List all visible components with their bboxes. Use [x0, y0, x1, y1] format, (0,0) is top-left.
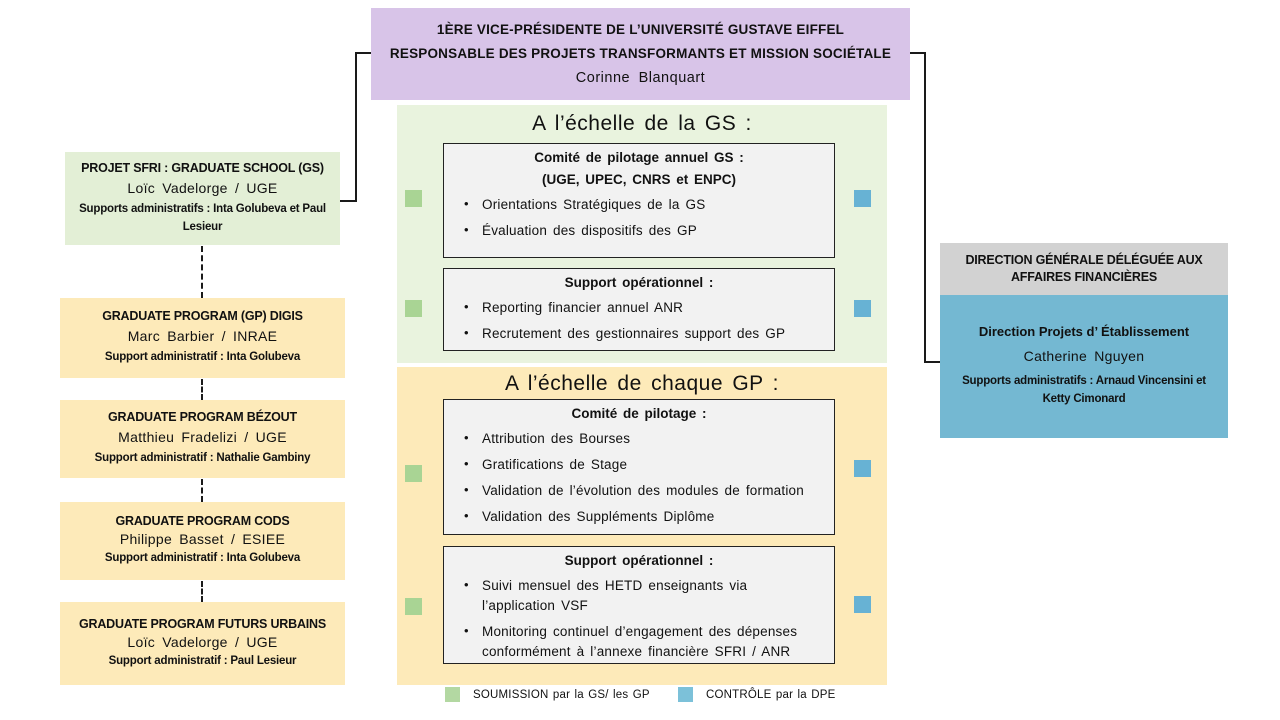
bullet-item: • Validation des Suppléments Diplôme	[458, 507, 822, 527]
controle-marker-icon	[854, 596, 871, 613]
dgd-finance-label: DIRECTION GÉNÉRALE DÉLÉGUÉE AUX AFFAIRES FINANCIÈRES	[965, 253, 1203, 284]
connector-line	[339, 200, 356, 202]
bullet-item: • Gratifications de Stage	[458, 455, 822, 475]
dashed-connector-line	[201, 479, 203, 502]
box-title: Support opérationnel :	[564, 553, 714, 568]
gs-project-title: PROJET SFRI : GRADUATE SCHOOL (GS)	[81, 160, 324, 175]
controle-marker-icon	[854, 300, 871, 317]
legend-controle	[678, 687, 836, 702]
gp-lead: Philippe Basset / ESIEE	[119, 531, 286, 548]
controle-marker-icon	[854, 190, 871, 207]
gs-project-lead: Loïc Vadelorge / UGE	[127, 179, 278, 196]
soumission-marker-icon	[405, 300, 422, 317]
bullet-item: • Validation de l’évolution des modules de formation	[458, 481, 822, 501]
bullet-list	[450, 195, 828, 241]
gp-operational-support-box	[443, 546, 835, 664]
box-title: Support opérationnel :	[564, 275, 714, 290]
legend-soumission-label: SOUMISSION par la GS/ les GP	[473, 688, 650, 701]
soumission-swatch-icon	[445, 687, 460, 702]
gp-title: GRADUATE PROGRAM (GP) DIGIS	[102, 309, 303, 324]
vp-name: Corinne Blanquart	[575, 70, 706, 86]
gp-lead: Matthieu Fradelizi / UGE	[118, 429, 287, 446]
dashed-connector-line	[201, 379, 203, 400]
vp-role-line-1: 1ÈRE VICE-PRÉSIDENTE DE L’UNIVERSITÉ GUSTAVE EIFFEL	[436, 22, 845, 37]
bullet-list	[450, 429, 828, 527]
gp-support: Support administratif : Nathalie Gambiny	[94, 452, 311, 465]
soumission-marker-icon	[405, 190, 422, 207]
bullet-list	[450, 576, 828, 662]
dpe-box	[940, 295, 1228, 438]
bullet-list	[450, 298, 828, 344]
controle-marker-icon	[854, 460, 871, 477]
vice-president-box	[371, 8, 910, 100]
connector-line	[924, 52, 926, 363]
gs-scale-title: A l’échelle de la GS :	[532, 112, 752, 135]
gp-digis-box	[60, 298, 345, 378]
legend-soumission	[445, 687, 650, 702]
connector-line	[355, 52, 357, 202]
soumission-marker-icon	[405, 465, 422, 482]
legend-controle-label: CONTRÔLE par la DPE	[706, 688, 836, 701]
bullet-item: • Évaluation des dispositifs des GP	[458, 221, 822, 241]
dpe-support: Supports administratifs : Arnaud Vincensini et Ketty Cimonard	[962, 375, 1206, 405]
box-subtitle: (UGE, UPEC, CNRS et ENPC)	[541, 172, 737, 187]
gs-steering-committee-box	[443, 143, 835, 258]
gp-cods-box	[60, 502, 345, 580]
gp-support: Support administratif : Inta Golubeva	[104, 351, 301, 364]
bullet-item: • Attribution des Bourses	[458, 429, 822, 449]
gp-lead: Loïc Vadelorge / UGE	[127, 633, 278, 650]
vp-role-line-2: RESPONSABLE DES PROJETS TRANSFORMANTS ET MISSION SOCIÉTALE	[389, 46, 892, 61]
gp-support: Support administratif : Paul Lesieur	[108, 654, 297, 667]
bullet-item: • Reporting financier annuel ANR	[458, 298, 822, 318]
bullet-item: • Recrutement des gestionnaires support des GP	[458, 324, 822, 344]
controle-swatch-icon	[678, 687, 693, 702]
gp-futurs-urbains-box	[60, 602, 345, 685]
dpe-lead: Catherine Nguyen	[1023, 348, 1145, 365]
gp-title: GRADUATE PROGRAM BÉZOUT	[108, 410, 297, 425]
bullet-item: • Monitoring continuel d’engagement des dépenses conformément à l’annexe financière SFRI / ANR	[458, 622, 822, 662]
dashed-connector-line	[201, 246, 203, 298]
gp-scale-title: A l’échelle de chaque GP :	[505, 372, 779, 395]
gp-lead: Marc Barbier / INRAE	[127, 328, 278, 345]
bullet-item: • Suivi mensuel des HETD enseignants via l’application VSF	[458, 576, 812, 616]
box-title: Comité de pilotage annuel GS :	[534, 150, 744, 165]
connector-line	[355, 52, 372, 54]
gp-support: Support administratif : Inta Golubeva	[104, 552, 301, 565]
dgd-finance-header	[940, 243, 1228, 295]
dpe-title: Direction Projets d’ Établissement	[978, 324, 1190, 340]
gs-project-support: Supports administratifs : Inta Golubeva et Paul Lesieur	[79, 202, 326, 233]
connector-line	[925, 361, 941, 363]
dashed-connector-line	[201, 581, 203, 602]
box-title: Comité de pilotage :	[571, 406, 707, 421]
soumission-marker-icon	[405, 598, 422, 615]
bullet-item: • Orientations Stratégiques de la GS	[458, 195, 822, 215]
gp-steering-committee-box	[443, 399, 835, 535]
gs-project-box	[65, 152, 340, 245]
gp-title: GRADUATE PROGRAM FUTURS URBAINS	[78, 616, 327, 631]
gp-title: GRADUATE PROGRAM CODS	[115, 514, 290, 529]
gs-operational-support-box	[443, 268, 835, 351]
gp-bezout-box	[60, 400, 345, 478]
